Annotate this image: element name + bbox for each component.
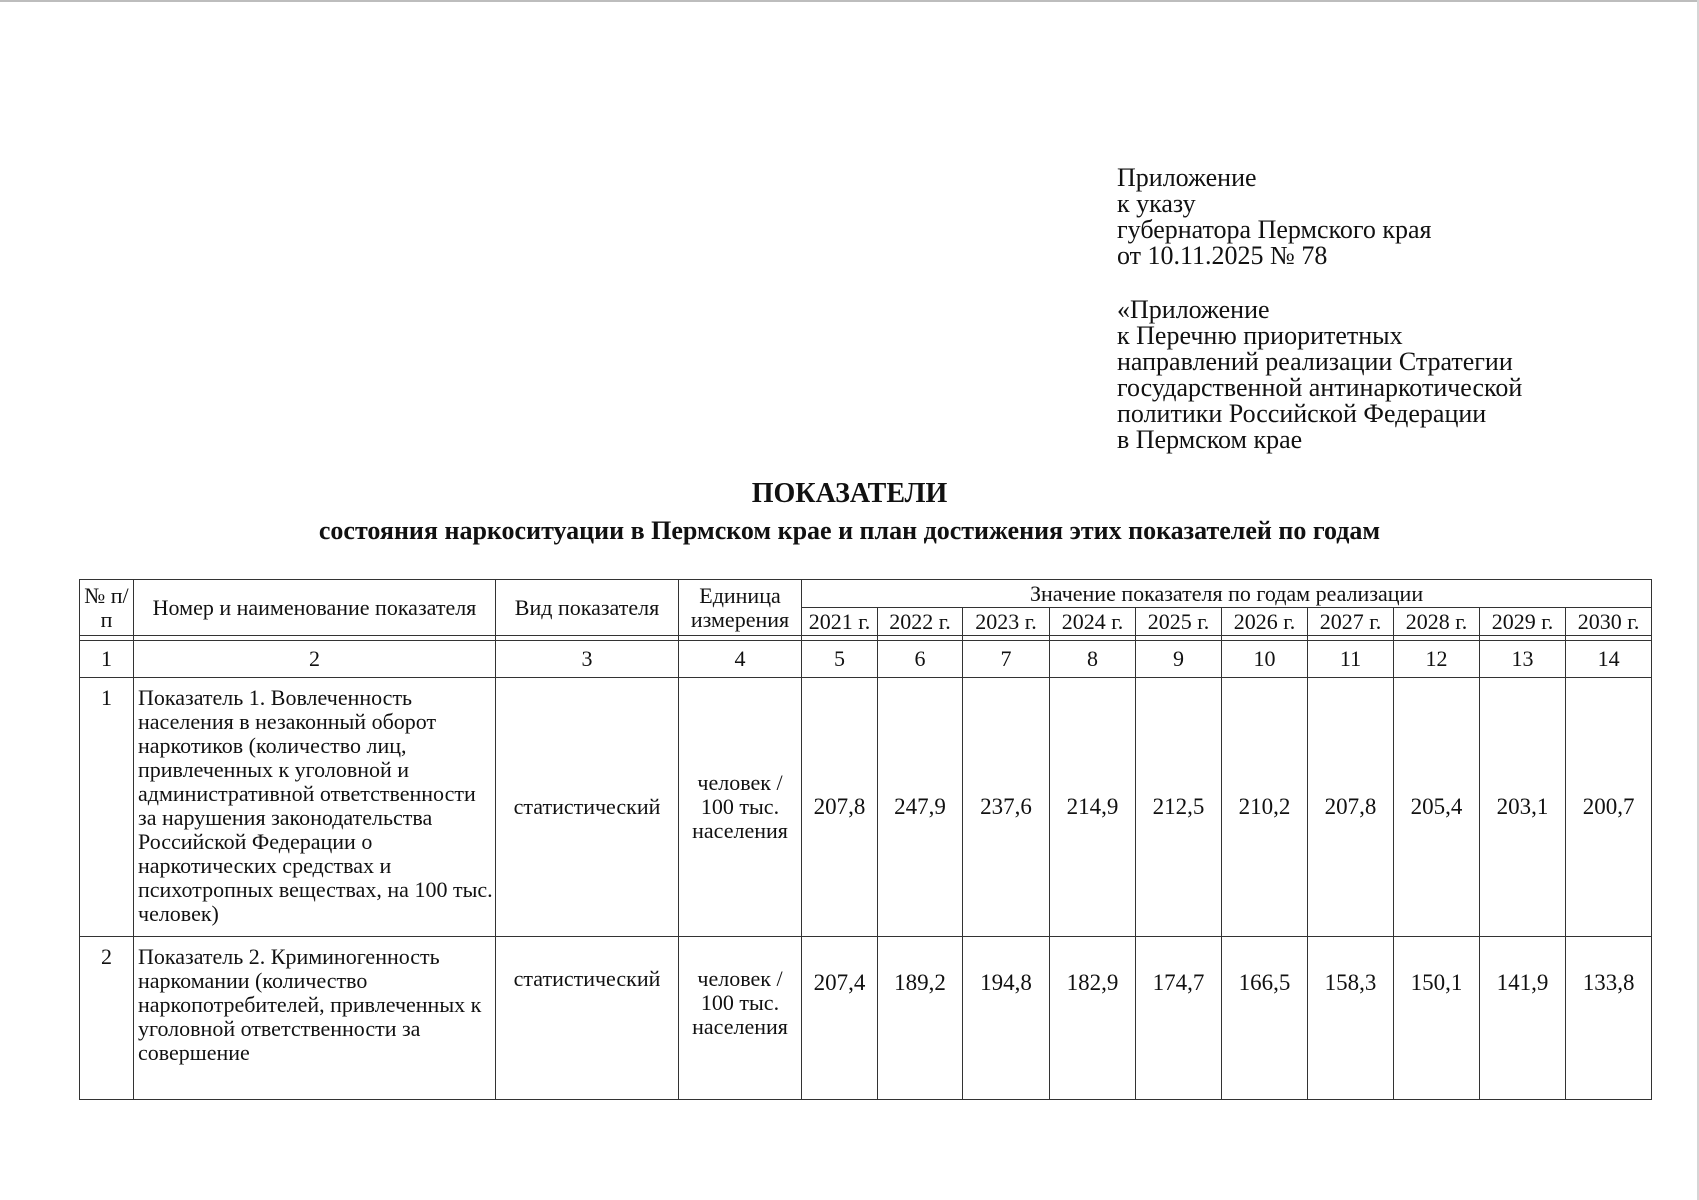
appendix-header [1117,165,1637,269]
column-numbers-row [80,641,1652,678]
value-cell: 205,4 [1394,678,1480,937]
value-cell: 182,9 [1050,937,1136,1100]
header-row [80,580,1652,608]
sub-appendix-line: в Пермском крае [1117,425,1303,454]
value-cell: 214,9 [1050,678,1136,937]
value-cell: 166,5 [1222,937,1308,1100]
header-year: 2030 г. [1566,608,1652,636]
value-cell: 133,8 [1566,937,1652,1100]
appendix-line: от 10.11.2025 № 78 [1117,241,1328,270]
value-cell: 141,9 [1480,937,1566,1100]
header-year: 2025 г. [1136,608,1222,636]
value-cell: 207,4 [802,937,878,1100]
header-name: Номер и наименование показателя [134,580,496,636]
header-values-group: Значение показателя по годам реализации [802,580,1652,608]
appendix-line: Приложение [1117,163,1257,192]
header-unit: Единица измерения [679,580,802,636]
value-cell: 247,9 [878,678,963,937]
column-number: 11 [1308,641,1394,678]
header-year: 2023 г. [963,608,1050,636]
header-year: 2021 г. [802,608,878,636]
document-subtitle: состояния наркоситуации в Пермском крае и план достижения этих показателей по годам [318,516,1381,545]
column-number: 9 [1136,641,1222,678]
appendix-line: губернатора Пермского края [1117,215,1432,244]
sub-appendix-line: «Приложение [1117,295,1270,324]
value-cell: 194,8 [963,937,1050,1100]
column-number: 8 [1050,641,1136,678]
header-year: 2027 г. [1308,608,1394,636]
header-num: № п/п [80,580,134,636]
value-cell: 212,5 [1136,678,1222,937]
value-cell: 189,2 [878,937,963,1100]
indicator-unit: человек / 100 тыс. населения [679,678,802,937]
column-number: 12 [1394,641,1480,678]
sub-appendix-line: к Перечню приоритетных [1117,321,1403,350]
header-year: 2029 г. [1480,608,1566,636]
indicator-name: Показатель 2. Криминогенность наркомании (количество наркопотребителей, привлеченных к уголовной ответственности за совершение [134,937,496,1100]
row-num: 2 [80,937,134,1100]
column-number: 10 [1222,641,1308,678]
value-cell: 174,7 [1136,937,1222,1100]
indicator-type: статистический [496,937,679,1100]
appendix-line: к указу [1117,189,1196,218]
header-year: 2028 г. [1394,608,1480,636]
value-cell: 150,1 [1394,937,1480,1100]
column-number: 14 [1566,641,1652,678]
indicator-unit: человек / 100 тыс. населения [679,937,802,1100]
column-number: 6 [878,641,963,678]
table-row [80,937,1652,1100]
sub-appendix-line: государственной антинаркотической [1117,373,1523,402]
scan-edge-top [0,0,1699,2]
value-cell: 158,3 [1308,937,1394,1100]
value-cell: 207,8 [802,678,878,937]
header-year: 2026 г. [1222,608,1308,636]
value-cell: 210,2 [1222,678,1308,937]
indicator-type: статистический [496,678,679,937]
sub-appendix-line: направлений реализации Стратегии [1117,347,1513,376]
value-cell: 207,8 [1308,678,1394,937]
header-year: 2024 г. [1050,608,1136,636]
column-number: 1 [80,641,134,678]
column-number: 3 [496,641,679,678]
column-number: 5 [802,641,878,678]
sub-appendix-header [1117,297,1637,453]
indicators-table [79,579,1652,1100]
column-number: 7 [963,641,1050,678]
header-year: 2022 г. [878,608,963,636]
indicator-name: Показатель 1. Вовлеченность населения в незаконный оборот наркотиков (количество лиц, привлеченных к уголовной и административной ответственности за нарушения законодательства Российской Федерации о наркотических средствах и психотропных веществах, на 100 тыс. человек) [134,678,496,937]
table-row [80,678,1652,937]
sub-appendix-line: политики Российской Федерации [1117,399,1487,428]
value-cell: 200,7 [1566,678,1652,937]
header-type: Вид показателя [496,580,679,636]
value-cell: 237,6 [963,678,1050,937]
document-title: ПОКАЗАТЕЛИ [751,478,948,509]
column-number: 2 [134,641,496,678]
row-num: 1 [80,678,134,937]
value-cell: 203,1 [1480,678,1566,937]
column-number: 4 [679,641,802,678]
column-number: 13 [1480,641,1566,678]
